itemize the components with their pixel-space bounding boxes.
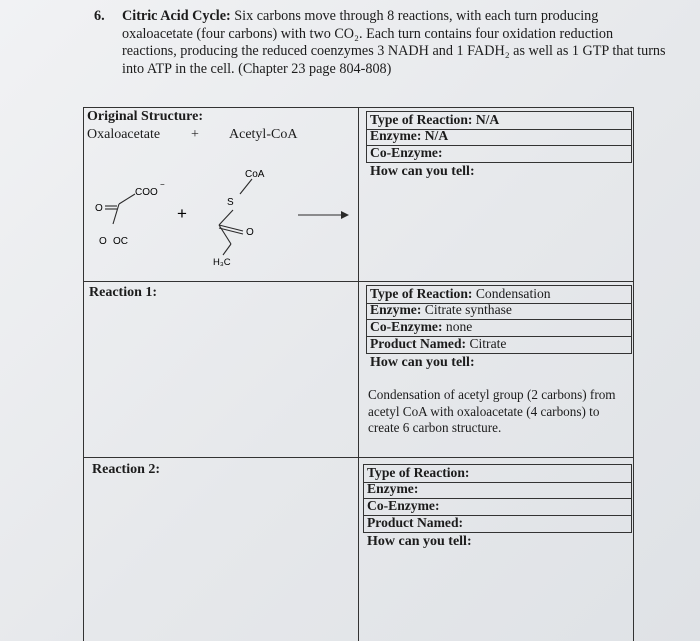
- charge-label: −: [160, 180, 165, 189]
- question-number: 6.: [94, 8, 105, 24]
- oxaloacetate-label: Oxaloacetate: [87, 127, 161, 142]
- original-how: How can you tell:: [370, 164, 475, 179]
- original-structure-heading: Original Structure:: [87, 109, 204, 124]
- h3c-label: H₃C: [213, 257, 231, 268]
- s-label: S: [227, 197, 234, 208]
- reaction1-product: Product Named: Citrate: [366, 336, 632, 354]
- reaction1-explanation: Condensation of acetyl group (2 carbons) from acetyl CoA with oxaloacetate (4 carbons) to create 6 carbon structure.: [368, 387, 616, 435]
- reaction1-label: Reaction 1:: [89, 285, 158, 300]
- reaction1-type: Type of Reaction: Condensation: [366, 285, 632, 304]
- reaction1-enzyme: Enzyme: Citrate synthase: [366, 302, 632, 320]
- reaction2-product: Product Named:: [363, 515, 632, 533]
- coa-label: CoA: [245, 169, 265, 180]
- plus-sign: +: [191, 127, 199, 142]
- structure-plus: +: [177, 204, 187, 223]
- original-type: Type of Reaction: N/A: [366, 111, 632, 130]
- o-oc-label: O: [99, 236, 107, 247]
- structure-drawing: [83, 107, 358, 281]
- reaction1-coenzyme: Co-Enzyme: none: [366, 319, 632, 337]
- question-text: Six carbons move through 8 reactions, with each turn producing oxaloacetate (four carbons) with two CO₂. Each turn contains four oxidation reduction reactions, producing the reduced coenzymes 3 NADH and 1 FADH₂ as well as 1 GTP that turns into ATP in the cell. (Chapter 23 page 804-808): [122, 8, 666, 77]
- reaction2-type: Type of Reaction:: [363, 464, 632, 483]
- o-right-label: O: [246, 227, 254, 238]
- question-title: Citric Acid Cycle:: [122, 8, 231, 24]
- oc-label: OC: [113, 236, 128, 247]
- reaction-table: [83, 107, 634, 641]
- reaction1-how: How can you tell:: [370, 355, 475, 370]
- reaction2-how: How can you tell:: [367, 534, 472, 549]
- reaction2-enzyme: Enzyme:: [363, 481, 632, 499]
- reaction2-coenzyme: Co-Enzyme:: [363, 498, 632, 516]
- acetyl-coa-label: Acetyl-CoA: [229, 127, 298, 142]
- o-left-label: O: [95, 203, 103, 214]
- original-coenzyme: Co-Enzyme:: [366, 145, 632, 163]
- question-6: [94, 8, 668, 78]
- original-enzyme: Enzyme: N/A: [366, 128, 632, 146]
- reaction2-label: Reaction 2:: [92, 462, 161, 477]
- coo-label: COO: [135, 187, 158, 198]
